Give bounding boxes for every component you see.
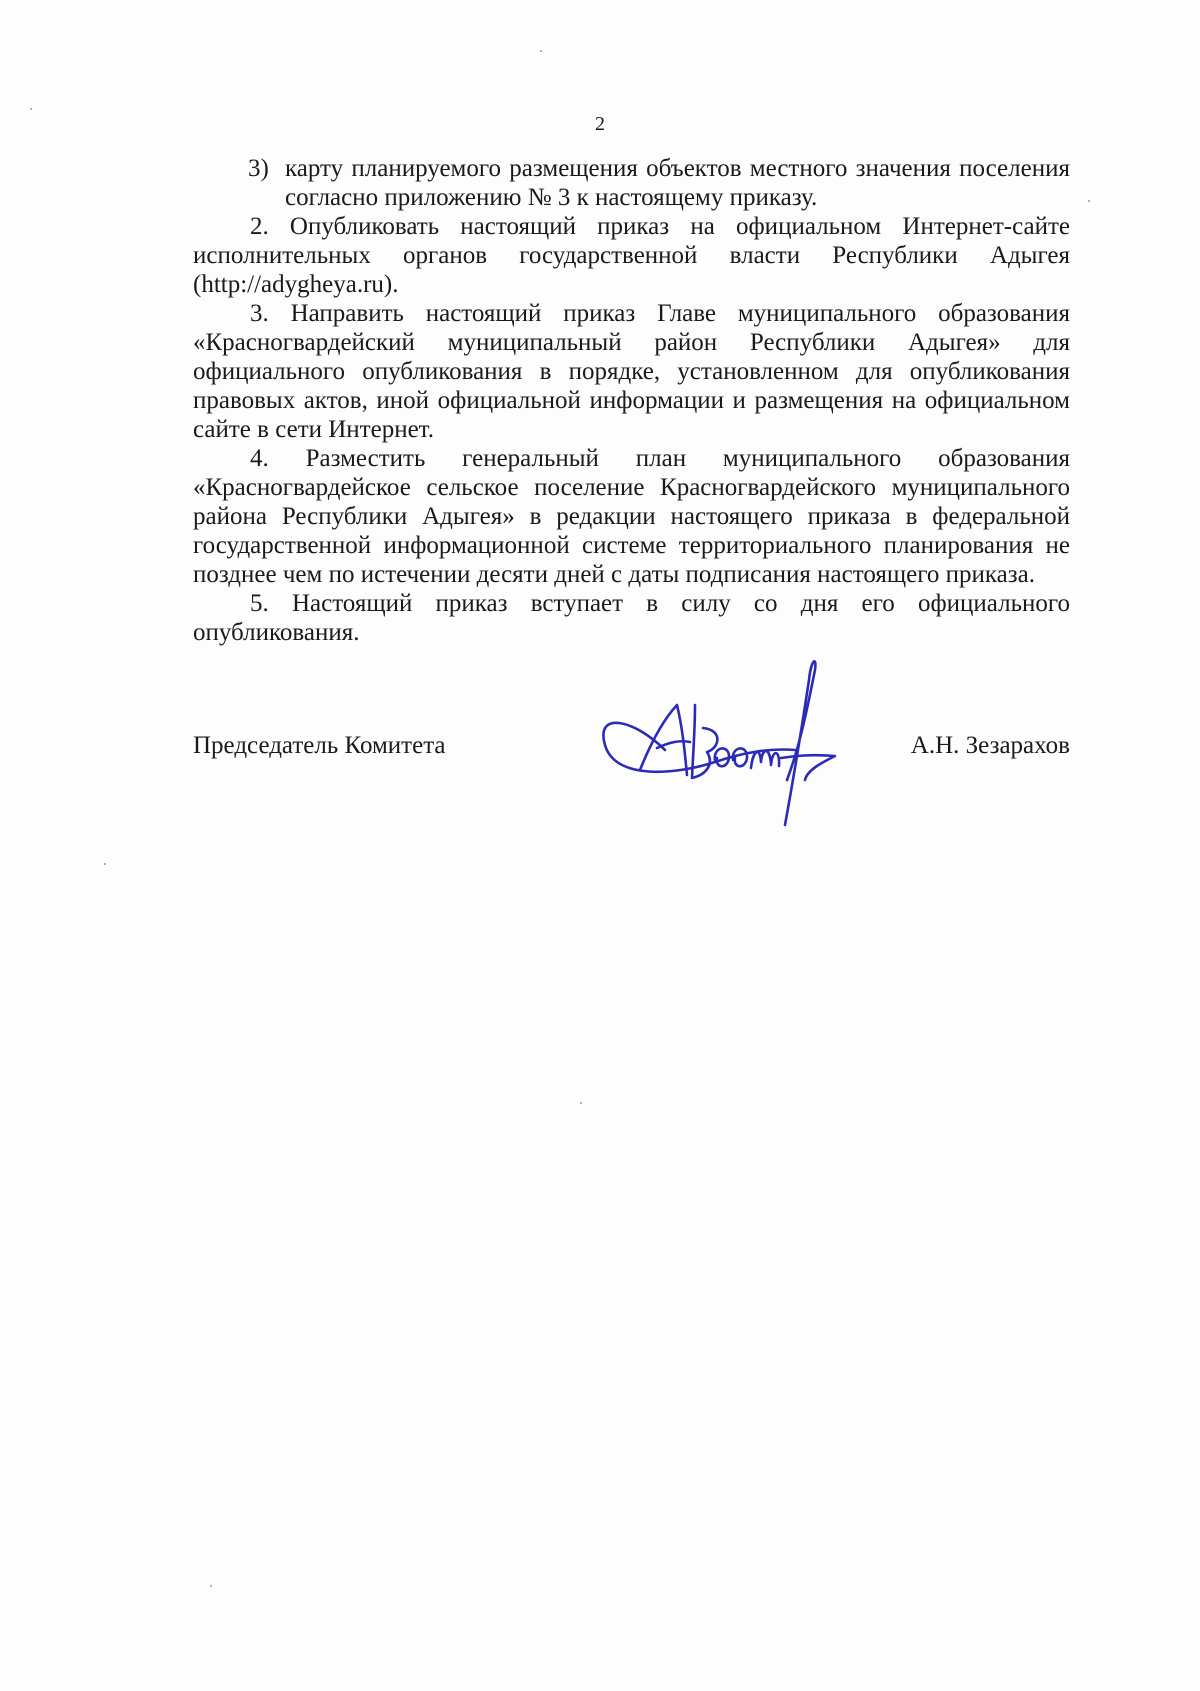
scan-speck [30,108,32,110]
signatory-position: Председатель Комитета [193,732,446,759]
handwritten-signature [595,650,855,830]
list-item-text: карту планируемого размещения объектов местного значения поселения согласно приложению № 3 к настоящему приказу. [285,155,1070,211]
scan-speck [1088,200,1090,202]
list-marker: 3) [248,155,269,182]
scan-speck [104,863,106,865]
paragraph-place-general-plan: 4. Разместить генеральный план муниципального образования «Красногвардейское сельское поселение Красногвардейского муниципального района Республики Адыгея» в редакции настоящего приказа в федеральной государственной информационной системе территориального планирования не позднее чем по истечении десяти дней с даты подписания настоящего приказа. [193,445,1070,588]
paragraph-publish-website: 2. Опубликовать настоящий приказ на официальном Интернет-сайте исполнительных органов государственной власти Республики Адыгея (http://adygheya.ru). [193,213,1070,298]
paragraph-send-to-head: 3. Направить настоящий приказ Главе муниципального образования «Красногвардейский муниципальный район Республики Адыгея» для официального опубликования в порядке, установленном для опубликования правовых актов, иной официальной информации и размещения на официальном сайте в сети Интернет. [193,300,1070,443]
page-number: 2 [595,113,605,135]
scan-speck [210,1585,212,1587]
scan-speck [540,50,542,52]
scan-speck [580,1102,582,1104]
signatory-name: А.Н. Зезарахов [910,732,1070,759]
paragraph-effective-date: 5. Настоящий приказ вступает в силу со дня его официального опубликования. [193,590,1070,646]
document-body [193,154,1070,647]
list-item [193,154,1070,212]
